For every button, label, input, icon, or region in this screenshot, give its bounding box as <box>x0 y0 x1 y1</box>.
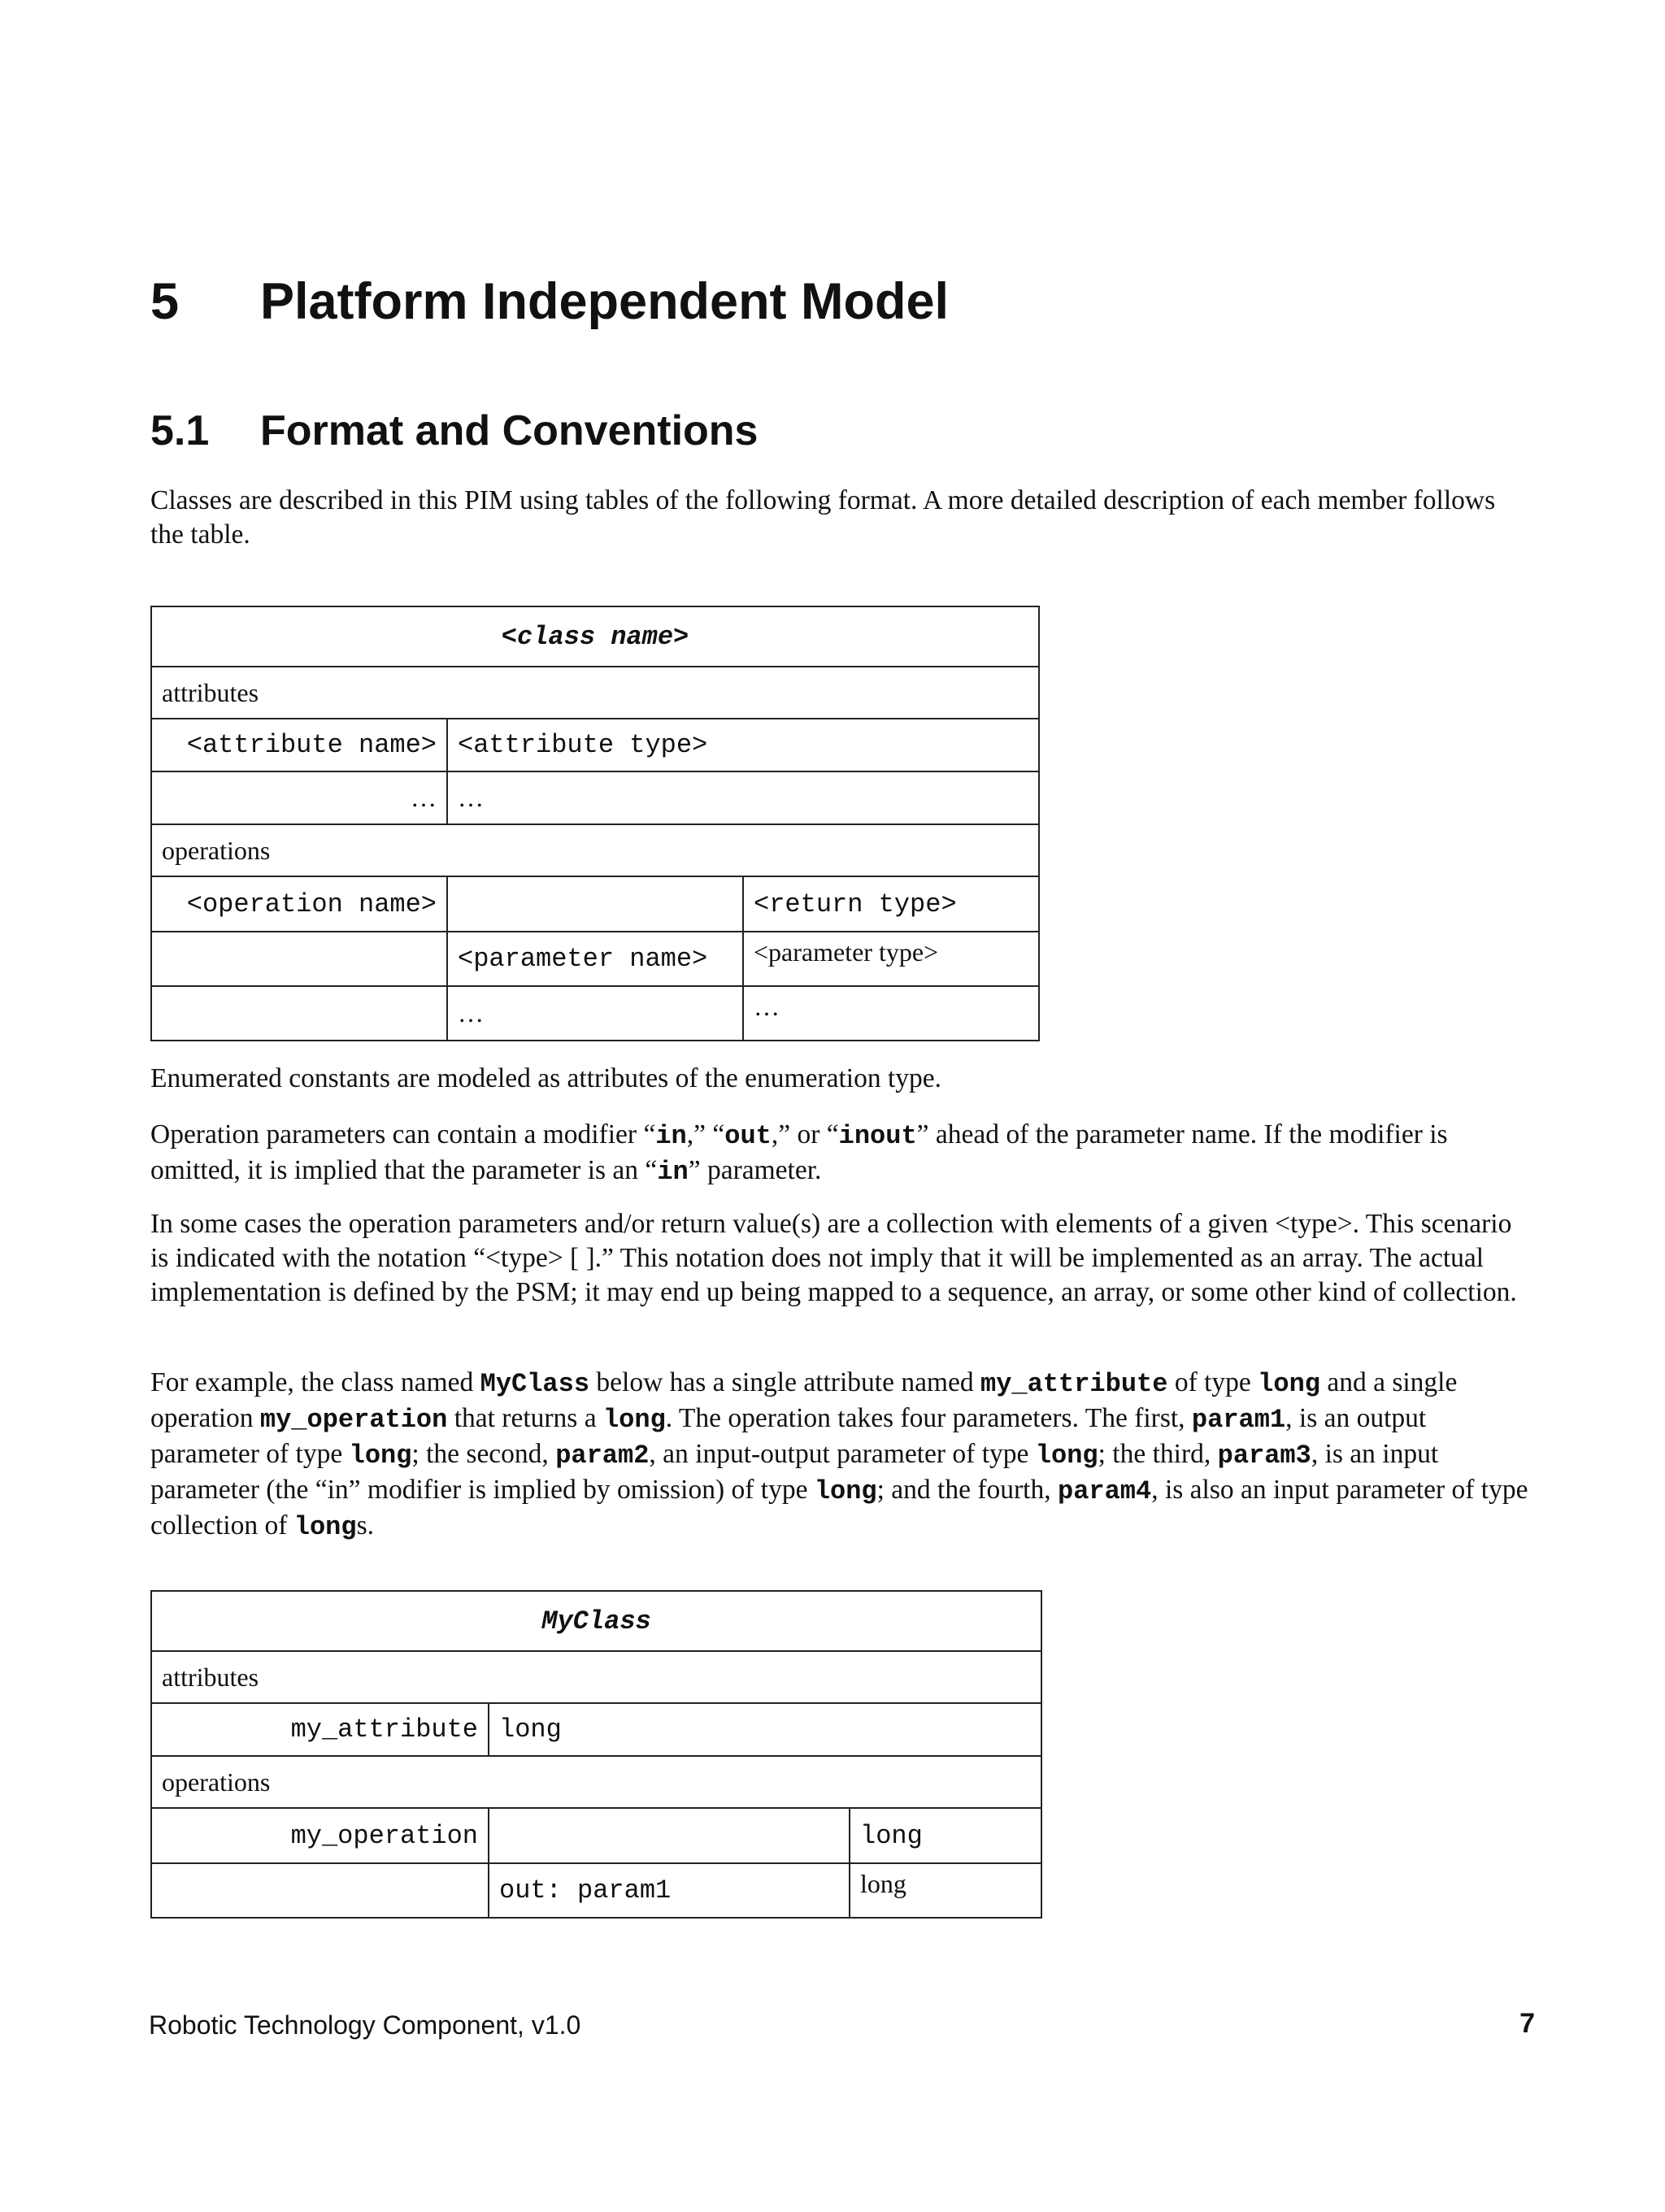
text: ,” “ <box>686 1119 725 1149</box>
operation-name-cell: my_operation <box>151 1808 489 1863</box>
chapter-title: Platform Independent Model <box>260 273 950 330</box>
example-paragraph <box>150 1366 1532 1545</box>
empty-cell <box>151 986 447 1041</box>
text: ; the third, <box>1098 1439 1218 1469</box>
attribute-type-cell: long <box>489 1703 1041 1756</box>
attribute-name-cell: <attribute name> <box>151 719 447 771</box>
return-type-cell: <return type> <box>743 876 1039 932</box>
code: long <box>1035 1441 1098 1471</box>
parameter-ellipsis-name: … <box>447 986 743 1041</box>
text: below has a single attribute named <box>589 1367 980 1397</box>
empty-cell <box>151 932 447 986</box>
text: ,” or “ <box>771 1119 839 1149</box>
code: long <box>293 1512 357 1542</box>
empty-cell <box>151 1863 489 1918</box>
attributes-label: attributes <box>151 1651 1041 1703</box>
code: param2 <box>555 1441 650 1471</box>
parameter-type-cell: long <box>850 1863 1041 1918</box>
text: , an input-output parameter of type <box>649 1439 1036 1469</box>
operation-name-cell: <operation name> <box>151 876 447 932</box>
section-title: Format and Conventions <box>260 407 759 454</box>
text: For example, the class named <box>150 1367 480 1397</box>
code: param4 <box>1057 1476 1152 1506</box>
attribute-name-cell: my_attribute <box>151 1703 489 1756</box>
text: , is also an input parameter of type collection of <box>150 1475 1528 1541</box>
code-inout: inout <box>838 1121 917 1151</box>
code: long <box>602 1405 666 1435</box>
attribute-ellipsis-name: … <box>151 771 447 824</box>
code-in: in <box>657 1157 689 1187</box>
collection-paragraph: In some cases the operation parameters and/or return value(s) are a collection with elements of a given <type>. This scenario is indicated with the notation “<type> [ ].” This notation does not imply that it will be implemented as an array. The actual implementation is defined by the PSM; it may end up being mapped to a sequence, an array, or some other kind of collection. <box>150 1209 1517 1307</box>
class-name-cell: <class name> <box>151 606 1039 667</box>
text: that returns a <box>447 1403 603 1433</box>
attribute-type-cell: <attribute type> <box>447 719 1039 771</box>
parameter-name-cell: out: param1 <box>489 1863 850 1918</box>
page-number: 7 <box>1519 2008 1535 2039</box>
enum-paragraph: Enumerated constants are modeled as attributes of the enumeration type. <box>150 1063 942 1093</box>
parameter-ellipsis-type: … <box>743 986 1039 1041</box>
myclass-table <box>150 1590 1042 1919</box>
empty-cell <box>489 1808 850 1863</box>
code: param3 <box>1217 1441 1311 1471</box>
chapter-heading <box>150 272 949 331</box>
code: my_operation <box>259 1405 448 1435</box>
footer-title: Robotic Technology Component, v1.0 <box>149 2010 581 2040</box>
empty-cell <box>447 876 743 932</box>
code: long <box>814 1476 877 1506</box>
text: Operation parameters can contain a modifier “ <box>150 1119 656 1149</box>
code: param1 <box>1191 1405 1286 1435</box>
operations-label: operations <box>151 824 1039 876</box>
code: long <box>1258 1369 1320 1399</box>
text: ; and the fourth, <box>876 1475 1058 1505</box>
chapter-number: 5 <box>150 273 180 330</box>
attributes-label: attributes <box>151 667 1039 719</box>
class-template-table <box>150 606 1040 1041</box>
text: s. <box>356 1510 374 1541</box>
section-number: 5.1 <box>150 407 210 454</box>
section-heading <box>150 406 758 455</box>
text: , is an input parameter (the “in” modifier is implied by omission) of type <box>150 1439 1439 1505</box>
intro-paragraph: Classes are described in this PIM using tables of the following format. A more detailed description of each member follows the table. <box>150 485 1496 550</box>
text: ” parameter. <box>688 1155 822 1185</box>
code-out: out <box>724 1121 772 1151</box>
text: and a single operation <box>150 1367 1458 1433</box>
code: my_attribute <box>980 1369 1168 1399</box>
text: ” ahead of the parameter name. If the modifier is omitted, it is implied that the parameter is an “ <box>150 1119 1448 1185</box>
modifier-paragraph <box>150 1118 1532 1189</box>
operations-label: operations <box>151 1756 1041 1808</box>
text: ; the second, <box>411 1439 556 1469</box>
text: . The operation takes four parameters. The first, <box>665 1403 1192 1433</box>
code-in: in <box>655 1121 687 1151</box>
return-type-cell: long <box>850 1808 1041 1863</box>
parameter-name-cell: <parameter name> <box>447 932 743 986</box>
class-name-cell: MyClass <box>151 1591 1041 1651</box>
attribute-ellipsis-type: … <box>447 771 1039 824</box>
code: long <box>349 1441 412 1471</box>
code: MyClass <box>480 1369 590 1399</box>
parameter-type-cell: <parameter type> <box>743 932 1039 986</box>
text: , is an output parameter of type <box>150 1403 1427 1469</box>
text: of type <box>1167 1367 1259 1397</box>
